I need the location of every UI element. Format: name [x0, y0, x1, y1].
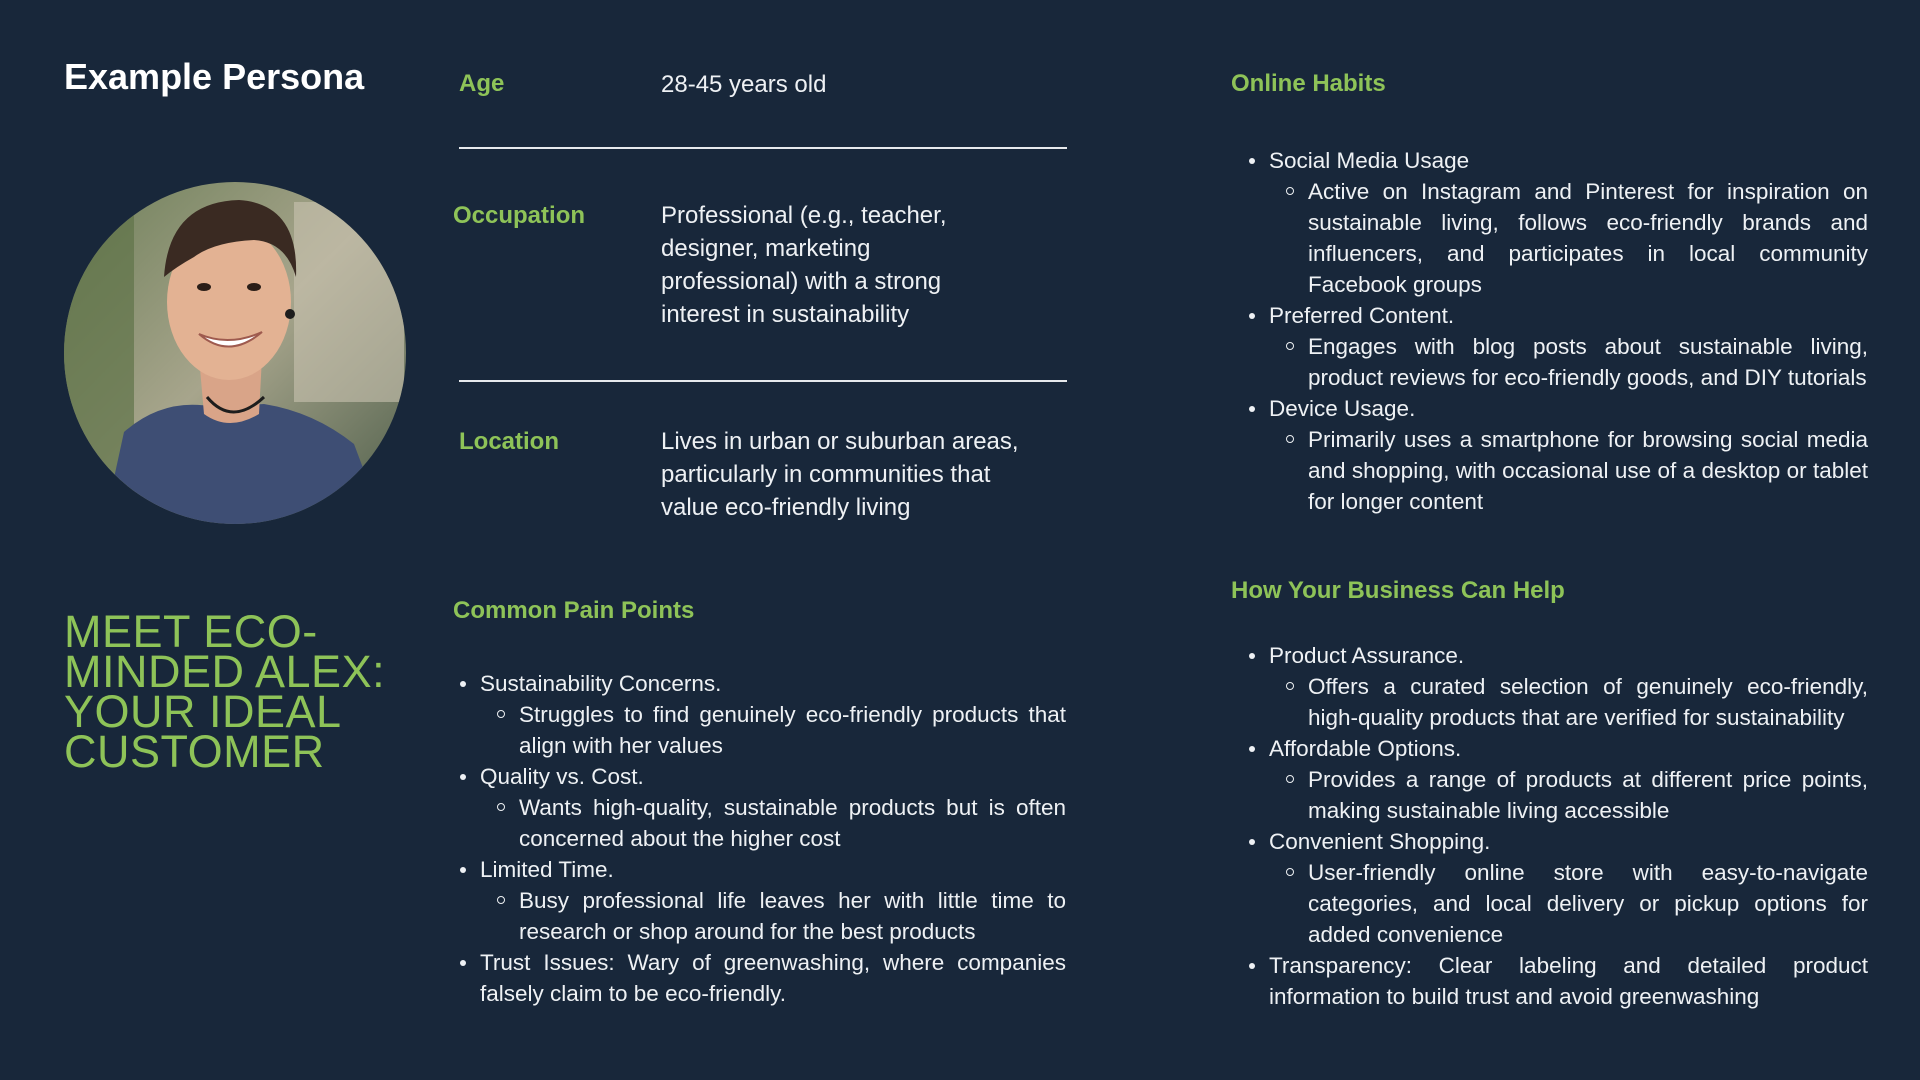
list-item: Preferred Content. Engages with blog posts about sustainable living, product reviews for eco-friendly goods, and DIY tutorials — [1269, 300, 1868, 393]
list-item-detail: Struggles to find genuinely eco-friendly products that align with her values — [519, 699, 1066, 761]
list-item: Limited Time. Busy professional life leaves her with little time to research or shop around for the best products — [480, 854, 1066, 947]
list-item-detail: Provides a range of products at different price points, making sustainable living accessible — [1308, 764, 1868, 826]
list-item: Sustainability Concerns. Struggles to find genuinely eco-friendly products that align with her values — [480, 668, 1066, 761]
list-item-detail: Primarily uses a smartphone for browsing social media and shopping, with occasional use of a desktop or tablet for longer content — [1308, 424, 1868, 517]
list-item: Convenient Shopping. User-friendly online store with easy-to-navigate categories, and local delivery or pickup options for added convenience — [1269, 826, 1868, 950]
location-label: Location — [459, 428, 559, 455]
persona-title: Example Persona — [64, 56, 365, 97]
online-habits-heading: Online Habits — [1231, 70, 1386, 97]
list-item-detail: Wants high-quality, sustainable products but is often concerned about the higher cost — [519, 792, 1066, 854]
business-help-heading: How Your Business Can Help — [1231, 577, 1565, 604]
divider — [459, 380, 1067, 382]
list-item: Device Usage. Primarily uses a smartphone for browsing social media and shopping, with occasional use of a desktop or tablet for longer content — [1269, 393, 1868, 517]
list-item: Product Assurance. Offers a curated selection of genuinely eco-friendly, high-quality products that are verified for sustainability — [1269, 640, 1868, 733]
divider — [459, 147, 1067, 149]
list-item: Social Media Usage Active on Instagram and Pinterest for inspiration on sustainable living, follows eco-friendly brands and influencers, and participates in local community Facebook groups — [1269, 145, 1868, 300]
persona-avatar — [64, 182, 406, 524]
business-help-list — [1242, 640, 1868, 1012]
age-value: 28-45 years old — [661, 71, 827, 98]
location-value: Lives in urban or suburban areas, particularly in communities that value eco-friendly living — [661, 428, 1019, 521]
list-item-detail: Active on Instagram and Pinterest for inspiration on sustainable living, follows eco-friendly brands and influencers, and participates in local community Facebook groups — [1308, 176, 1868, 300]
list-item: Transparency: Clear labeling and detailed product information to build trust and avoid greenwashing — [1269, 950, 1868, 1012]
online-habits-list — [1242, 145, 1868, 517]
persona-headline: MEET ECO-MINDED ALEX: YOUR IDEAL CUSTOMER — [64, 606, 386, 777]
list-item: Quality vs. Cost. Wants high-quality, sustainable products but is often concerned about the higher cost — [480, 761, 1066, 854]
occupation-label: Occupation — [453, 202, 586, 229]
list-item-detail: Busy professional life leaves her with little time to research or shop around for the best products — [519, 885, 1066, 947]
list-item-detail: Offers a curated selection of genuinely eco-friendly, high-quality products that are verified for sustainability — [1308, 671, 1868, 733]
list-item: Affordable Options. Provides a range of products at different price points, making sustainable living accessible — [1269, 733, 1868, 826]
occupation-value: Professional (e.g., teacher, designer, marketing professional) with a strong interest in sustainability — [661, 202, 947, 328]
pain-points-list — [453, 668, 1066, 1009]
list-item: Trust Issues: Wary of greenwashing, where companies falsely claim to be eco-friendly. — [480, 947, 1066, 1009]
age-label: Age — [459, 70, 505, 97]
list-item-detail: User-friendly online store with easy-to-navigate categories, and local delivery or pickup options for added convenience — [1308, 857, 1868, 950]
list-item-detail: Engages with blog posts about sustainable living, product reviews for eco-friendly goods, and DIY tutorials — [1308, 331, 1868, 393]
pain-points-heading: Common Pain Points — [453, 597, 695, 624]
